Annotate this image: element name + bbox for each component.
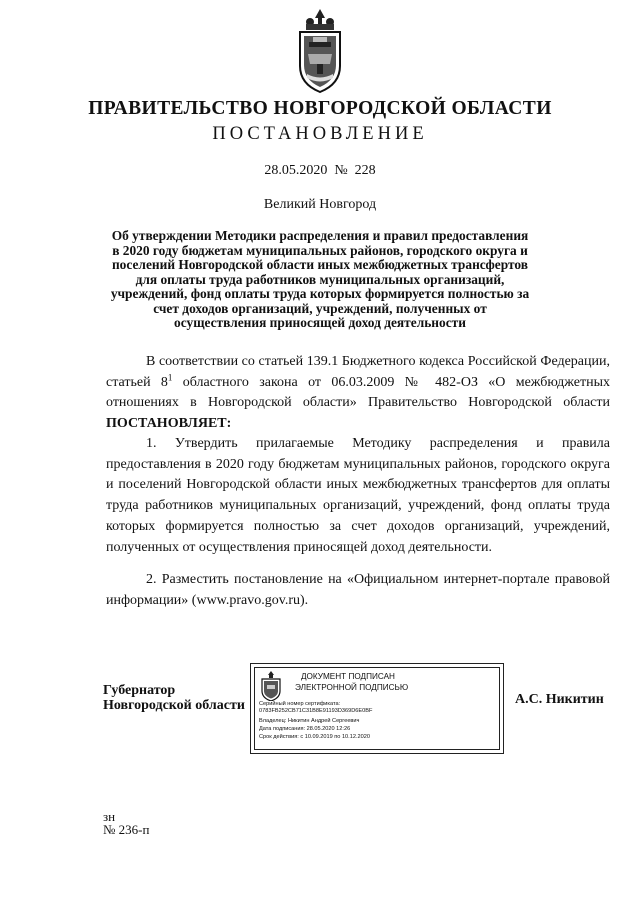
preamble-text-cont: областного закона от 06.03.2009 № 482-ОЗ «О межбюджетных отношениях в Новгородской области» Правительство Новгородской области xyxy=(106,374,610,411)
stamp-title-line1: ДОКУМЕНТ ПОДПИСАН xyxy=(301,672,395,681)
signatory-title-line2: Новгородской области xyxy=(103,698,245,713)
electronic-signature-stamp xyxy=(250,663,504,754)
footer-initials: зн xyxy=(103,809,116,824)
stamp-validity: Срок действия: с 10.09.2019 по 10.12.2020 xyxy=(259,734,370,740)
decree-subject: Об утверждении Методики распределения и правил предоставления в 2020 году бюджетам муниципальных районов, городского округа и поселений Новгородской области иных межбюджетных трансфертов для оплаты труда работников муниципальных организаций, учреждений, фонд оплаты труда которых формируется полностью за счет доходов организаций, учреждений, полученных от осуществления приносящей доход деятельности xyxy=(110,228,530,330)
stamp-signing-date: Дата подписания: 28.05.2020 12:26 xyxy=(259,726,351,732)
date-number: 28.05.2020 № 228 xyxy=(264,163,376,178)
signatory-name: А.С. Никитин xyxy=(515,692,604,707)
stamp-serial-number: 0783FB252CB71C31B8E91193D369D6E0BF xyxy=(259,708,373,714)
preamble-superscript: 1 xyxy=(167,372,173,383)
stamp-emblem-icon xyxy=(259,671,283,701)
footer-reference xyxy=(103,810,149,836)
stamp-title-line2: ЭЛЕКТРОННОЙ ПОДПИСЬЮ xyxy=(295,683,409,692)
document-type: ПОСТАНОВЛЕНИЕ xyxy=(212,124,428,144)
signatory-title-line1: Губернатор xyxy=(103,683,176,698)
item-1: 1. Утвердить прилагаемые Методику распределения и правила предоставления в 2020 году бюджетам муниципальных районов, городского округа и поселений Новгородской области иных межбюджетных трансфертов для оплаты труда работников муниципальных организаций, учреждений, фонд оплаты труда которых формируется полностью за счет доходов организаций, учреждений, полученных от осуществления приносящей доход деятельности. xyxy=(106,436,610,555)
footer-number: № 236-п xyxy=(103,822,150,837)
preamble-paragraph xyxy=(106,352,610,435)
signatory-title xyxy=(103,683,245,713)
preamble-text: В соответствии со статьей 139.1 Бюджетного кодекса Российской Федерации, статьей 8 xyxy=(106,354,610,390)
coat-of-arms-icon xyxy=(295,6,345,94)
resolves-keyword: ПОСТАНОВЛЯЕТ: xyxy=(106,416,232,432)
item-2: 2. Разместить постановление на «Официальном интернет-портале правовой информации» (www.pravo.gov.ru). xyxy=(106,572,610,608)
government-name: ПРАВИТЕЛЬСТВО НОВГОРОДСКОЙ ОБЛАСТИ xyxy=(88,98,552,119)
stamp-inner-frame xyxy=(254,667,500,750)
stamp-owner: Владелец: Никитин Андрей Сергеевич xyxy=(259,718,360,724)
city: Великий Новгород xyxy=(263,197,377,212)
stamp-serial-label: Серийный номер сертификата: xyxy=(259,701,341,707)
